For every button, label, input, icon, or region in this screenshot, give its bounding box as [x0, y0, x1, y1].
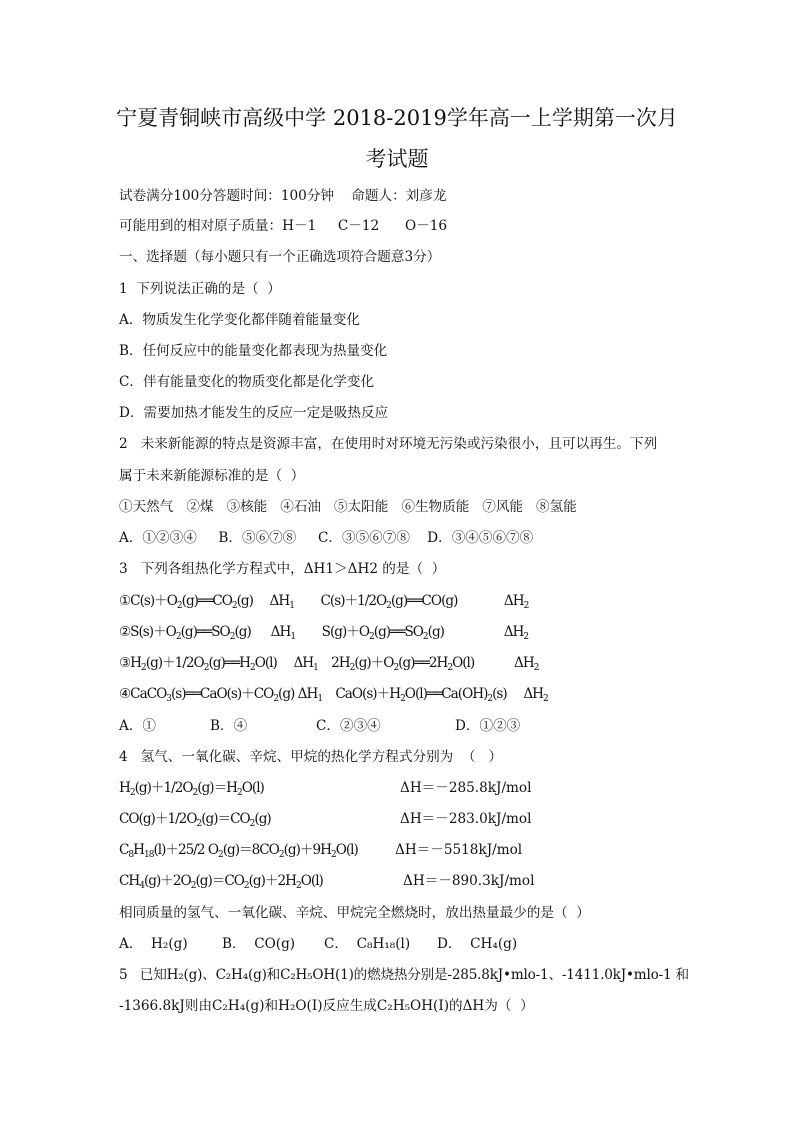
q3-stem: 3 下列各组热化学方程式中，ΔH1＞ΔH2 的是（ ）	[119, 561, 446, 577]
q3-equation-1: $①C(s)+O_2(g)══CO_2(g)$ $\Delta H_1$ $C(s)+1/2O_2(g)══CO(g)$ $\Delta H_2$	[119, 593, 529, 611]
q4-option-c: C． C₈H₁₈(l)	[324, 936, 411, 952]
exam-info: 试卷满分100分答题时间：100分钟 命题人：刘彦龙	[119, 188, 447, 204]
atomic-mass-line: 可能用到的相对原子质量：H－1 C－12 O－16	[119, 218, 448, 234]
exam-title-line1: 宁夏青铜峡市高级中学 2018-2019学年高一上学期第一次月	[116, 106, 678, 130]
q5-line1: 5 已知H₂(g)、C₂H₄(g)和C₂H₅OH(1)的燃烧热分别是-285.8kJ•mlo-1、-1411.0kJ•mlo-1 和	[119, 967, 689, 983]
exam-title-line2: 考试题	[365, 147, 429, 171]
q4-equation-methane: $CH_4(g)+2O_2(g)=CO_2(g)+2H_2O(l)$	[119, 873, 323, 891]
q4-equation-octane: $C_8H_{18}(l)+25/2$ $O_2(g)=8CO_2(g)+9H_2O(l)$	[119, 842, 358, 860]
q1-option-a: A．物质发生化学变化都伴随着能量变化	[119, 312, 360, 328]
q4-dh-h2: ΔH＝－285.8kJ/mol	[400, 780, 532, 796]
q2-stem-line1: 2 未来新能源的特点是资源丰富，在使用时对环境无污染或污染很小，且可以再生。下列	[119, 436, 658, 452]
q4-equation-co: $CO(g)+1/2O_2(g)=CO_2(g)$	[119, 811, 271, 829]
q3-equation-3: $③H_2(g)+1/2O_2(g)══H_2O(l)$ $\Delta H_1$ $2H_2(g)+O_2(g)══2H_2O(l)$ $\Delta H_2$	[119, 655, 539, 673]
q3-option-a: A．①	[119, 718, 157, 734]
q5-line2: -1366.8kJ则由C₂H₄(g)和H₂O(I)反应生成C₂H₅OH(I)的ΔH为（ ）	[119, 998, 534, 1014]
section-heading: 一、选择题（每小题只有一个正确选项符合题意3分）	[119, 249, 441, 265]
q4-option-d: D． CH₄(g)	[437, 936, 518, 952]
q3-equation-4: $④CaCO_3(s)══CaO(s)+CO_2(g)$ $\Delta H_1$ $CaO(s)+H_2O(l)══Ca(OH)_2(s)$ $\Delta H_2$	[119, 686, 548, 704]
q4-equation-h2: $H_2(g)+1/2O_2(g)=H_2O(l)$	[119, 780, 264, 798]
q1-option-c: C．伴有能量变化的物质变化都是化学变化	[119, 374, 375, 390]
q3-option-d: D．①②③	[455, 718, 521, 734]
q2-options: A．①②③④ B．⑤⑥⑦⑧ C．③⑤⑥⑦⑧ D．③④⑤⑥⑦⑧	[119, 530, 534, 546]
q4-option-a: A． H₂(g)	[119, 936, 188, 952]
q3-option-c: C．②③④	[316, 718, 381, 734]
q4-question: 相同质量的氢气、一氧化碳、辛烷、甲烷完全燃烧时，放出热量最少的是（ ）	[119, 905, 590, 921]
q4-dh-co: ΔH＝－283.0kJ/mol	[400, 811, 532, 827]
q1-stem: 1 下列说法正确的是（ ）	[119, 281, 281, 297]
q1-option-b: B．任何反应中的能量变化都表现为热量变化	[119, 343, 388, 359]
q3-equation-2: $②S(s)+O_2(g)══SO_2(g)$ $\Delta H_1$ $S(g)+O_2(g)══SO_2(g)$ $\Delta H_2$	[119, 624, 529, 642]
q4-dh-octane: ΔH＝－5518kJ/mol	[395, 842, 523, 858]
q3-option-b: B．④	[210, 718, 248, 734]
q2-stem-line2: 属于未来新能源标准的是（ ）	[119, 468, 305, 484]
q4-option-b: B． CO(g)	[222, 936, 296, 952]
q1-option-d: D．需要加热才能发生的反应一定是吸热反应	[119, 405, 389, 421]
q4-stem: 4 氢气、一氧化碳、辛烷、甲烷的热化学方程式分别为 （ ）	[119, 749, 503, 765]
q2-items: ①天然气 ②煤 ③核能 ④石油 ⑤太阳能 ⑥生物质能 ⑦风能 ⑧氢能	[119, 499, 577, 515]
q4-dh-methane: ΔH＝－890.3kJ/mol	[403, 873, 535, 889]
